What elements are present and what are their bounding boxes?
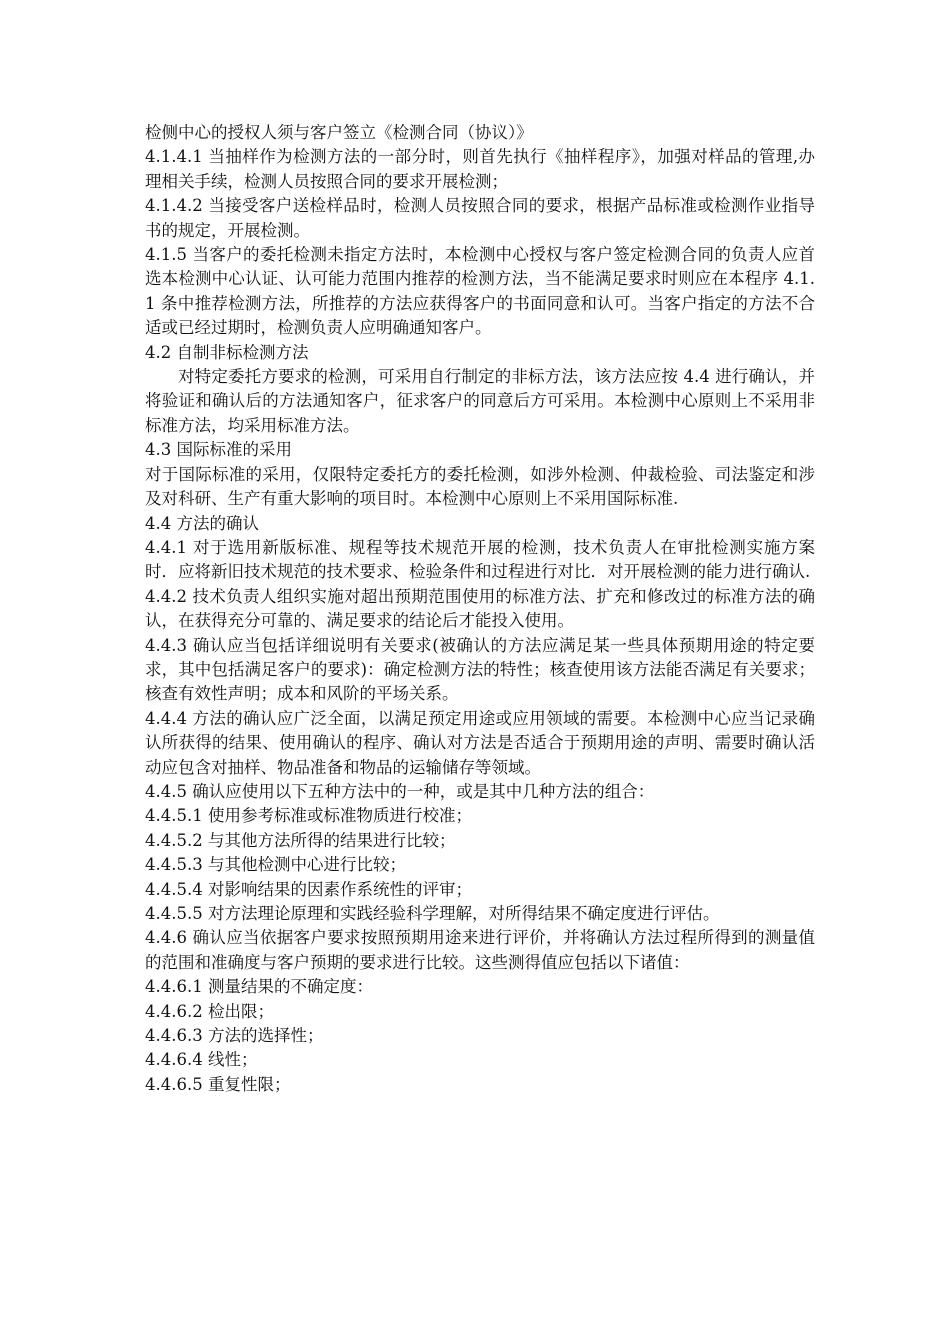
list-item-4-4-5-1: 4.4.5.1 使用参考标准或标准物质进行校准；: [145, 806, 472, 826]
paragraph-4-2-body: 对特定委托方要求的检测，可采用自行制定的非标方法，该方法应按 4.4 进行确认，并将验证和确认后的方法通知客户，征求客户的同意后方可采用。本检测中心原则上不采用非标准方法，均采用标准方法。: [145, 367, 815, 435]
list-item-4-4-6-4: 4.4.6.4 线性；: [145, 1050, 258, 1070]
heading-4-2: 4.2 自制非标检测方法: [145, 342, 309, 362]
paragraph-4-1-5: 4.1.5 当客户的委托检测未指定方法时，本检测中心授权与客户签定检测合同的负责人应首选本检测中心认证、认可能力范围内推荐的检测方法，当不能满足要求时则应在本程序 4.1.1 条中推荐检测方法，所推荐的方法应获得客户的书面同意和认可。当客户指定的方法不合适或已经过期时，检测负责人应明确通知客户。: [145, 245, 815, 338]
paragraph-4-4-3: 4.4.3 确认应当包括详细说明有关要求(被确认的方法应满足某一些具体预期用途的特定要求，其中包括满足客户的要求)：确定检测方法的特性；核查使用该方法能否满足有关要求；核查有效性声明；成本和风阶的平场关系。: [145, 635, 815, 704]
list-item-4-4-5-2: 4.4.5.2 与其他方法所得的结果进行比较；: [145, 830, 456, 850]
heading-4-4: 4.4 方法的确认: [145, 513, 259, 533]
paragraph-4-1-4-2: 4.1.4.2 当接受客户送检样品时，检测人员按照合同的要求，根据产品标准或检测作业指导书的规定，开展检测。: [145, 196, 815, 240]
list-item-4-4-6-5: 4.4.6.5 重复性限；: [145, 1074, 291, 1094]
paragraph-4-1-4-1: 4.1.4.1 当抽样作为检测方法的一部分时，则首先执行《抽样程序》，加强对样品的管理,办理相关手续，检测人员按照合同的要求开展检测；: [145, 147, 815, 191]
list-item-4-4-5-5: 4.4.5.5 对方法理论原理和实践经验科学理解，对所得结果不确定度进行评估。: [145, 904, 720, 923]
list-item-4-4-6-2: 4.4.6.2 检出限；: [145, 1001, 274, 1021]
list-item-4-4-5-4: 4.4.5.4 对影响结果的因素作系统性的评审；: [145, 879, 472, 899]
paragraph-contract-signing: 检侧中心的授权人须与客户签立《检测合同（协议）》: [145, 123, 533, 142]
paragraph-4-4-6: 4.4.6 确认应当依据客户要求按照预期用途来进行评价，并将确认方法过程所得到的测量值的范围和准确度与客户预期的要求进行比较。这些测得值应包括以下诸值：: [145, 928, 815, 972]
paragraph-4-4-2: 4.4.2 技术负责人组织实施对超出预期范围使用的标准方法、扩充和修改过的标准方法的确认，在获得充分可靠的、满足要求的结论后才能投入使用。: [145, 586, 815, 631]
paragraph-4-4-4: 4.4.4 方法的确认应广泛全面，以满足预定用途或应用领域的需要。本检测中心应当记录确认所获得的结果、使用确认的程序、确认对方法是否适合于预期用途的声明、需要时确认活动应包含对抽样、物品准备和物品的运输储存等领域。: [145, 708, 815, 777]
list-item-4-4-6-3: 4.4.6.3 方法的选择性；: [145, 1026, 324, 1046]
paragraph-4-3-body: 对于国际标准的采用，仅限特定委托方的委托检测，如涉外检测、仲裁检验、司法鉴定和涉及对科研、生产有重大影响的项目时。本检测中心原则上不采用国际标准.: [145, 464, 815, 509]
list-item-4-4-6-1: 4.4.6.1 测量结果的不确定度：: [145, 977, 373, 997]
document-body: [145, 121, 815, 1097]
heading-4-3: 4.3 国际标准的采用: [145, 440, 292, 460]
list-item-4-4-5-3: 4.4.5.3 与其他检测中心进行比较；: [145, 855, 406, 875]
paragraph-4-4-1: 4.4.1 对于选用新版标准、规程等技术规范开展的检测，技术负责人在审批检测实施方案时．应将新旧技术规范的技术要求、检验条件和过程进行对比．对开展检测的能力进行确认.: [145, 537, 815, 582]
paragraph-4-4-5: 4.4.5 确认应使用以下五种方法中的一种，或是其中几种方法的组合：: [145, 781, 655, 801]
